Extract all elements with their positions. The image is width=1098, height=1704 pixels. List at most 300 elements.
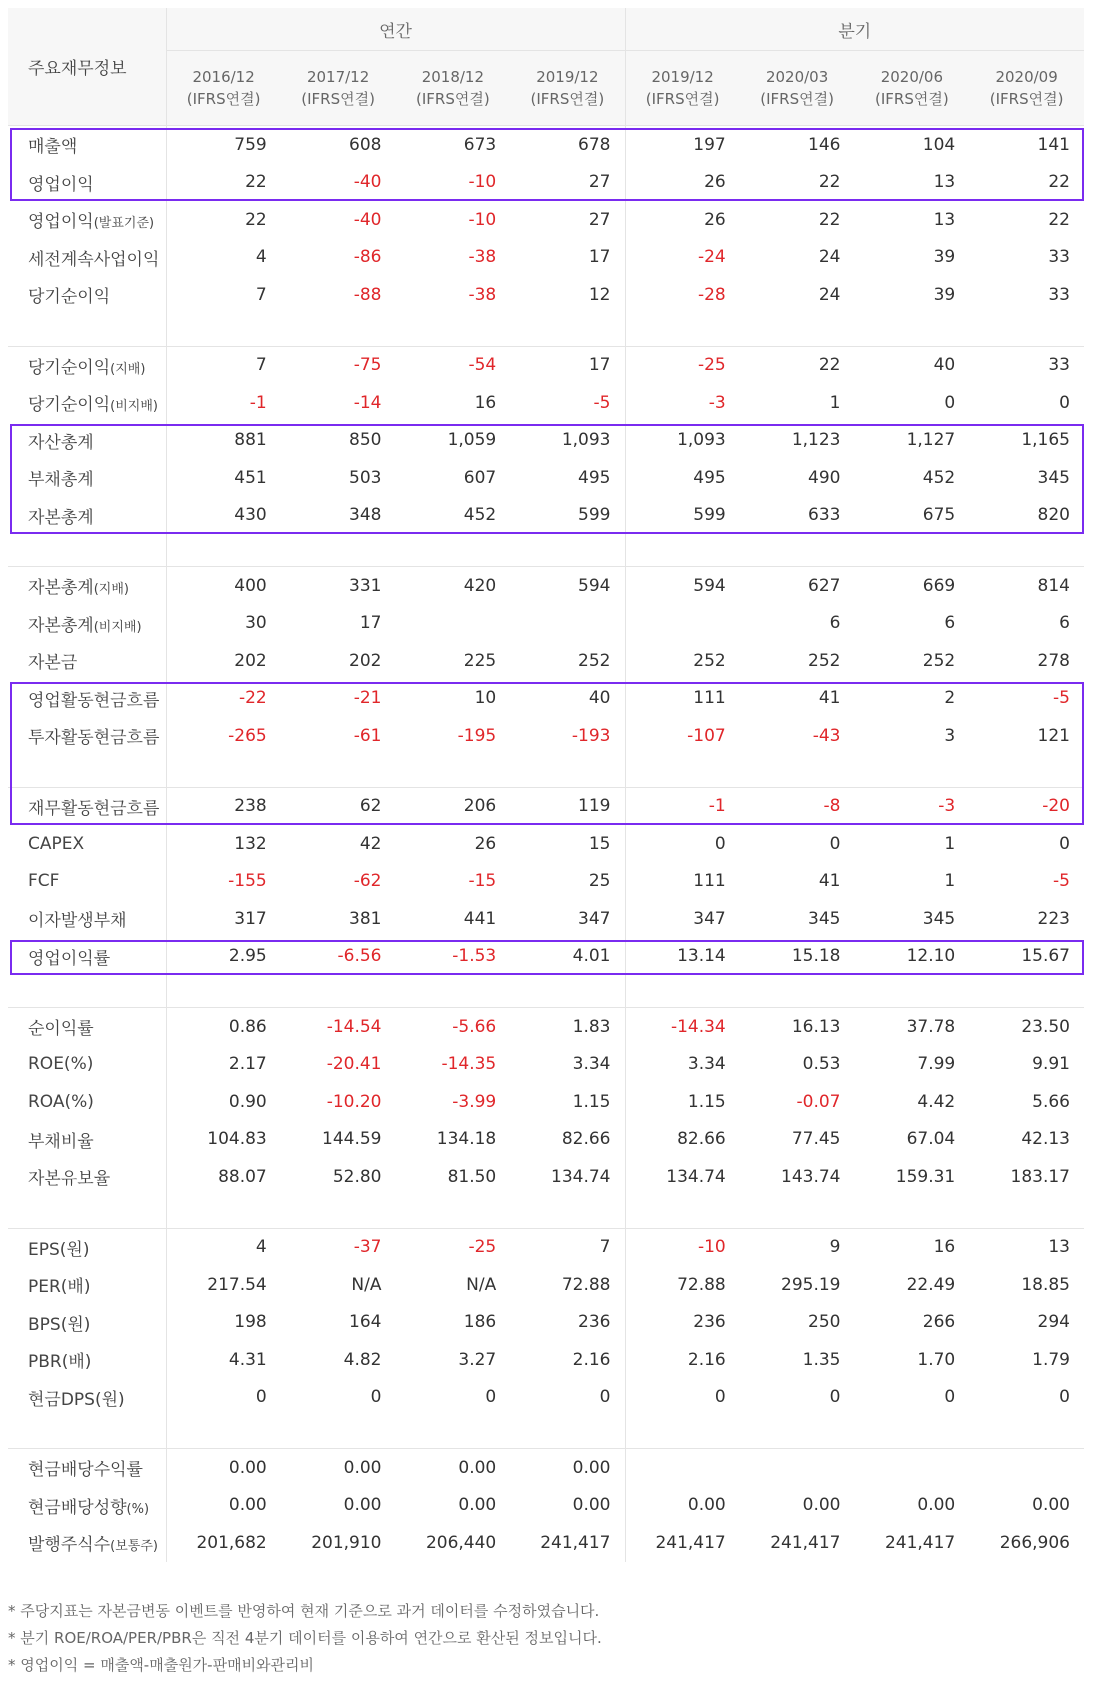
table-row: [8, 717, 1084, 755]
row-label-text: BPS(원): [28, 1314, 91, 1335]
table-cell: -14.54: [326, 1016, 382, 1037]
table-cell: 143.74: [781, 1166, 841, 1187]
table-cell: 6: [1059, 613, 1070, 634]
table-cell: 0.00: [343, 1495, 382, 1516]
table-cell: 347: [510, 900, 625, 938]
table-cell: 41: [818, 871, 841, 892]
table-cell: 15: [510, 825, 625, 863]
table-row: [8, 276, 1084, 314]
table-cell: 295.19: [781, 1274, 841, 1295]
table-cell: 82.66: [510, 1121, 625, 1159]
table-cell: 317: [234, 908, 267, 929]
table-cell: 2.95: [228, 946, 267, 967]
table-cell: 18.85: [1021, 1274, 1070, 1295]
table-cell: -265: [228, 725, 267, 746]
table-cell: 0: [829, 1387, 841, 1408]
table-cell: 430: [234, 505, 267, 526]
row-label-text: 재무활동현금흐름: [28, 798, 160, 819]
table-cell: 331: [349, 575, 382, 596]
table-cell: N/A: [466, 1274, 497, 1295]
table-cell: 594: [693, 575, 726, 596]
table-cell: 39: [933, 247, 956, 268]
table-cell: 72.88: [510, 1266, 625, 1304]
table-cell: 144.59: [322, 1129, 382, 1150]
table-cell: 4.31: [228, 1349, 267, 1370]
table-cell: 40: [933, 355, 956, 376]
table-cell: 1.15: [510, 1083, 625, 1121]
table-cell: 13: [933, 209, 956, 230]
table-cell: -3.99: [452, 1091, 497, 1112]
table-cell: 22: [245, 172, 267, 193]
table-row: [8, 863, 1084, 901]
table-cell: 2.16: [510, 1341, 625, 1379]
period-basis: (IFRS연결): [760, 90, 834, 108]
table-cell: -75: [353, 355, 382, 376]
period-header: [166, 51, 281, 126]
table-cell: 669: [922, 575, 956, 596]
row-label-text: 당기순이익: [28, 395, 111, 416]
table-cell: 198: [234, 1312, 267, 1333]
table-cell: 278: [1037, 650, 1070, 671]
table-cell: -107: [687, 725, 726, 746]
table-cell: 759: [234, 134, 267, 155]
row-label-text: 당기순이익: [28, 287, 111, 308]
row-label-sub: (비지배): [110, 399, 158, 415]
table-cell: 3: [944, 725, 956, 746]
table-cell: -15: [468, 871, 497, 892]
table-cell: -21: [353, 688, 382, 709]
row-label-text: ROE(%): [28, 1054, 94, 1075]
table-row: [8, 1266, 1084, 1304]
row-label-text: 현금배당수익률: [28, 1460, 143, 1481]
row-label-text: 자본금: [28, 653, 78, 674]
row-label-sub: (지배): [93, 582, 129, 598]
row-label: [8, 1524, 166, 1562]
table-cell: 1,127: [906, 430, 956, 451]
table-cell: 13.14: [677, 946, 726, 967]
table-cell: 238: [234, 796, 267, 817]
table-cell: 881: [234, 430, 267, 451]
row-label: [8, 126, 166, 164]
table-row: [8, 567, 1084, 605]
table-row: [8, 1524, 1084, 1562]
row-label-text: 부채총계: [28, 470, 94, 491]
table-cell: 111: [693, 688, 726, 709]
table-cell: -5: [510, 384, 625, 422]
table-cell: 202: [234, 650, 267, 671]
table-row: [8, 459, 1084, 497]
period-header: [969, 51, 1084, 126]
table-cell: 627: [808, 575, 841, 596]
table-row: [8, 346, 1084, 384]
table-cell: 12.10: [906, 946, 956, 967]
table-cell: 16: [933, 1237, 956, 1258]
table-cell: 22: [245, 209, 267, 230]
row-spacer: [8, 314, 1084, 347]
table-cell: 26: [704, 209, 726, 230]
row-label-text: 자본총계: [28, 507, 94, 528]
table-cell: 202: [349, 650, 382, 671]
table-cell: 22: [818, 209, 841, 230]
table-cell: 41: [818, 688, 841, 709]
table-cell: 26: [704, 172, 726, 193]
row-label-text: PBR(배): [28, 1352, 92, 1373]
row-label: [8, 567, 166, 605]
table-cell: [625, 1449, 740, 1487]
period-basis: (IFRS연결): [645, 90, 720, 108]
table-cell: 0.00: [917, 1495, 956, 1516]
period-date: 2019/12: [536, 68, 599, 86]
table-cell: 0.00: [458, 1495, 497, 1516]
table-cell: 4.82: [343, 1349, 382, 1370]
table-cell: -37: [353, 1237, 382, 1258]
table-cell: [740, 1449, 855, 1487]
period-basis: (IFRS연결): [301, 90, 375, 108]
row-label: [8, 459, 166, 497]
table-cell: -193: [510, 717, 625, 755]
table-cell: 266: [922, 1312, 956, 1333]
table-cell: 52.80: [332, 1166, 382, 1187]
row-label: [8, 1121, 166, 1159]
table-cell: 201,910: [311, 1532, 382, 1553]
row-label: [8, 680, 166, 718]
table-row: [8, 1046, 1084, 1084]
period-basis: (IFRS연결): [530, 90, 605, 108]
table-cell: 22: [1048, 209, 1070, 230]
table-cell: 0: [1059, 392, 1070, 413]
table-cell: 82.66: [677, 1129, 726, 1150]
table-cell: 0.00: [1032, 1495, 1070, 1516]
table-cell: 206,440: [425, 1532, 497, 1553]
row-label-text: 현금DPS(원): [28, 1389, 125, 1410]
table-cell: 164: [349, 1312, 382, 1333]
table-cell: 1.70: [917, 1349, 956, 1370]
table-row: [8, 497, 1084, 535]
table-row: [8, 900, 1084, 938]
table-cell: 1.83: [510, 1008, 625, 1046]
table-cell: 490: [808, 467, 841, 488]
table-cell: 599: [510, 497, 625, 535]
group-quarterly: 분기: [625, 8, 1084, 51]
row-label: [8, 1228, 166, 1266]
table-cell: 42.13: [1021, 1129, 1070, 1150]
group-annual: 연간: [166, 8, 625, 51]
table-cell: -14: [353, 392, 382, 413]
row-label: [8, 1304, 166, 1342]
table-cell: 7.99: [917, 1054, 956, 1075]
table-cell: 347: [693, 908, 726, 929]
table-cell: 452: [922, 467, 956, 488]
row-label-text: 현금배당성향: [28, 1497, 127, 1518]
table-cell: 3.34: [687, 1054, 726, 1075]
table-cell: -8: [823, 796, 841, 817]
row-label-text: 순이익률: [28, 1019, 94, 1040]
table-cell: 345: [1037, 467, 1070, 488]
table-cell: 22.49: [906, 1274, 956, 1295]
table-cell: 633: [808, 505, 841, 526]
period-basis: (IFRS연결): [186, 90, 261, 108]
table-cell: -3: [938, 796, 956, 817]
table-cell: -62: [353, 871, 382, 892]
table-cell: 62: [359, 796, 382, 817]
table-cell: 0: [1059, 833, 1070, 854]
table-cell: 24: [818, 247, 841, 268]
table-cell: 33: [1048, 284, 1070, 305]
table-cell: 27: [510, 201, 625, 239]
table-row: [8, 1449, 1084, 1487]
table-cell: 17: [359, 613, 382, 634]
table-cell: 814: [1037, 575, 1070, 596]
table-body: [8, 126, 1084, 1562]
table-cell: 599: [693, 505, 726, 526]
table-cell: 0.00: [510, 1449, 625, 1487]
table-cell: 7: [510, 1228, 625, 1266]
row-label-sub: (지배): [110, 361, 146, 377]
table-cell: 223: [1037, 908, 1070, 929]
row-spacer: [8, 1416, 1084, 1449]
table-cell: -54: [468, 355, 497, 376]
row-label: [8, 1449, 166, 1487]
table-cell: -10: [697, 1237, 726, 1258]
table-row: [8, 1121, 1084, 1159]
table-cell: 0.00: [802, 1495, 841, 1516]
row-label-text: 세전계속사업이익: [28, 249, 160, 270]
table-row: [8, 201, 1084, 239]
table-cell: -155: [228, 871, 267, 892]
table-cell: 1,059: [447, 430, 497, 451]
period-header: [396, 51, 511, 126]
table-cell: 348: [349, 505, 382, 526]
table-cell: -20: [1042, 796, 1070, 817]
table-cell: 0.00: [458, 1457, 497, 1478]
table-cell: -38: [468, 284, 497, 305]
table-cell: 17: [510, 239, 625, 277]
row-label-text: 자본총계: [28, 578, 94, 599]
row-label-sub: (발표기준): [93, 216, 155, 232]
table-row: [8, 1341, 1084, 1379]
table-cell: -25: [468, 1237, 497, 1258]
table-cell: 10: [474, 688, 497, 709]
table-cell: -10.20: [326, 1091, 382, 1112]
table-cell: 266,906: [999, 1532, 1070, 1553]
table-cell: 400: [234, 575, 267, 596]
table-row: [8, 642, 1084, 680]
table-cell: 1.15: [687, 1091, 726, 1112]
table-cell: 1,093: [677, 430, 726, 451]
period-date: 2018/12: [421, 68, 485, 86]
row-label: [8, 1046, 166, 1084]
table-cell: -0.07: [796, 1091, 841, 1112]
table-cell: -14.35: [441, 1054, 497, 1075]
table-cell: 183.17: [1010, 1166, 1070, 1187]
table-cell: 495: [693, 467, 726, 488]
period-header: [855, 51, 970, 126]
table-row: [8, 787, 1084, 825]
table-row: [8, 825, 1084, 863]
table-cell: [510, 605, 625, 643]
table-cell: -5.66: [452, 1016, 497, 1037]
period-basis: (IFRS연결): [875, 90, 949, 108]
table-cell: -14.34: [670, 1016, 726, 1037]
row-label-sub: (%): [126, 1501, 150, 1517]
table-cell: 0: [714, 833, 726, 854]
table-cell: 39: [933, 284, 956, 305]
table-cell: 225: [463, 650, 497, 671]
table-cell: 134.18: [436, 1129, 497, 1150]
table-cell: 236: [510, 1304, 625, 1342]
period-header: [281, 51, 396, 126]
row-label-text: 영업활동현금흐름: [28, 690, 160, 711]
table-cell: 250: [808, 1312, 841, 1333]
financial-table: [8, 8, 1084, 1562]
table-cell: -86: [353, 247, 382, 268]
table-cell: 15.18: [791, 946, 841, 967]
row-label: [8, 276, 166, 314]
table-cell: 673: [463, 134, 497, 155]
table-cell: 0: [370, 1387, 382, 1408]
table-cell: 201,682: [196, 1532, 267, 1553]
table-cell: 0.00: [228, 1495, 267, 1516]
table-row: [8, 384, 1084, 422]
table-cell: 7: [255, 284, 267, 305]
table-cell: 1: [829, 392, 841, 413]
table-cell: 33: [1048, 247, 1070, 268]
table-row: [8, 1083, 1084, 1121]
table-cell: 22: [818, 355, 841, 376]
table-cell: -43: [812, 725, 841, 746]
table-cell: 675: [922, 505, 956, 526]
table-cell: 0: [714, 1387, 726, 1408]
table-cell: 241,417: [884, 1532, 956, 1553]
table-cell: -88: [353, 284, 382, 305]
table-cell: 25: [510, 863, 625, 901]
table-row: [8, 605, 1084, 643]
footnote: * 분기 ROE/ROA/PER/PBR은 직전 4분기 데이터를 이용하여 연간으로 환산된 정보입니다.: [8, 1629, 602, 1647]
table-cell: 0.00: [510, 1487, 625, 1525]
table-cell: -61: [353, 725, 382, 746]
table-cell: 1,165: [1021, 430, 1070, 451]
table-cell: 2: [944, 688, 956, 709]
table-cell: 186: [463, 1312, 497, 1333]
table-cell: 452: [463, 505, 497, 526]
row-label: [8, 1379, 166, 1417]
table-row: [8, 239, 1084, 277]
table-cell: 850: [349, 430, 382, 451]
table-cell: 0.00: [228, 1457, 267, 1478]
table-cell: 820: [1037, 505, 1070, 526]
table-cell: -24: [697, 247, 726, 268]
table-cell: 111: [693, 871, 726, 892]
table-cell: 4: [255, 1237, 267, 1258]
table-cell: 24: [818, 284, 841, 305]
table-cell: 206: [463, 796, 497, 817]
table-cell: 2.17: [228, 1054, 267, 1075]
footnotes: [8, 1598, 602, 1679]
table-cell: -195: [457, 725, 497, 746]
table-cell: 13: [933, 172, 956, 193]
table-cell: 119: [510, 787, 625, 825]
row-label: [8, 1083, 166, 1121]
row-label-text: 영업이익률: [28, 948, 111, 969]
table-cell: 159.31: [895, 1166, 956, 1187]
table-cell: -5: [1053, 871, 1070, 892]
table-cell: 67.04: [906, 1129, 956, 1150]
row-label-text: 영업이익: [28, 174, 94, 195]
row-spacer: [8, 1196, 1084, 1229]
table-cell: 88.07: [218, 1166, 267, 1187]
table-cell: 12: [510, 276, 625, 314]
table-cell: 294: [1037, 1312, 1070, 1333]
table-cell: [625, 605, 740, 643]
table-cell: 30: [245, 613, 267, 634]
row-label-text: EPS(원): [28, 1239, 90, 1260]
table-cell: 0.53: [802, 1054, 841, 1075]
row-label-text: FCF: [28, 871, 60, 892]
table-cell: 5.66: [1032, 1091, 1070, 1112]
table-cell: 0: [829, 833, 841, 854]
row-label-text: 당기순이익: [28, 357, 111, 378]
row-label: [8, 787, 166, 825]
table-cell: -38: [468, 247, 497, 268]
table-cell: 241,417: [510, 1524, 625, 1562]
table-cell: -10: [468, 172, 497, 193]
row-label: [8, 605, 166, 643]
table-cell: 9: [829, 1237, 841, 1258]
table-cell: -6.56: [337, 946, 382, 967]
row-label: [8, 1008, 166, 1046]
table-row: [8, 1304, 1084, 1342]
period-basis: (IFRS연결): [989, 90, 1064, 108]
row-label-text: CAPEX: [28, 833, 85, 854]
row-label: [8, 1158, 166, 1196]
table-cell: 0: [1059, 1387, 1070, 1408]
table-cell: 0: [944, 392, 956, 413]
table-cell: 27: [510, 164, 625, 202]
table-cell: -20.41: [326, 1054, 382, 1075]
table-cell: -3: [708, 392, 726, 413]
table-cell: 594: [510, 567, 625, 605]
row-spacer: [8, 975, 1084, 1008]
table-cell: 22: [1048, 172, 1070, 193]
table-cell: 6: [944, 613, 956, 634]
row-label: [8, 863, 166, 901]
table-cell: 7: [255, 355, 267, 376]
table-row: [8, 938, 1084, 976]
table-cell: 0.00: [343, 1457, 382, 1478]
row-spacer: [8, 755, 1084, 788]
table-cell: 132: [234, 833, 267, 854]
table-cell: 141: [1037, 134, 1070, 155]
table-cell: 0.00: [687, 1495, 726, 1516]
row-label: [8, 1266, 166, 1304]
table-cell: 1: [944, 871, 956, 892]
row-label-text: 자산총계: [28, 432, 94, 453]
period-date: 2016/12: [192, 68, 255, 86]
period-date: 2019/12: [651, 68, 714, 86]
table-cell: 607: [463, 467, 497, 488]
row-label: [8, 497, 166, 535]
table-cell: 134.74: [510, 1158, 625, 1196]
row-label-text: 투자활동현금흐름: [28, 728, 160, 749]
table-cell: 197: [693, 134, 726, 155]
table-cell: 1: [944, 833, 956, 854]
table-cell: 23.50: [1021, 1016, 1070, 1037]
table-cell: 9.91: [1032, 1054, 1070, 1075]
row-label: [8, 900, 166, 938]
row-label-sub: (보통주): [110, 1539, 158, 1555]
table-cell: 503: [349, 467, 382, 488]
table-row: [8, 1228, 1084, 1266]
